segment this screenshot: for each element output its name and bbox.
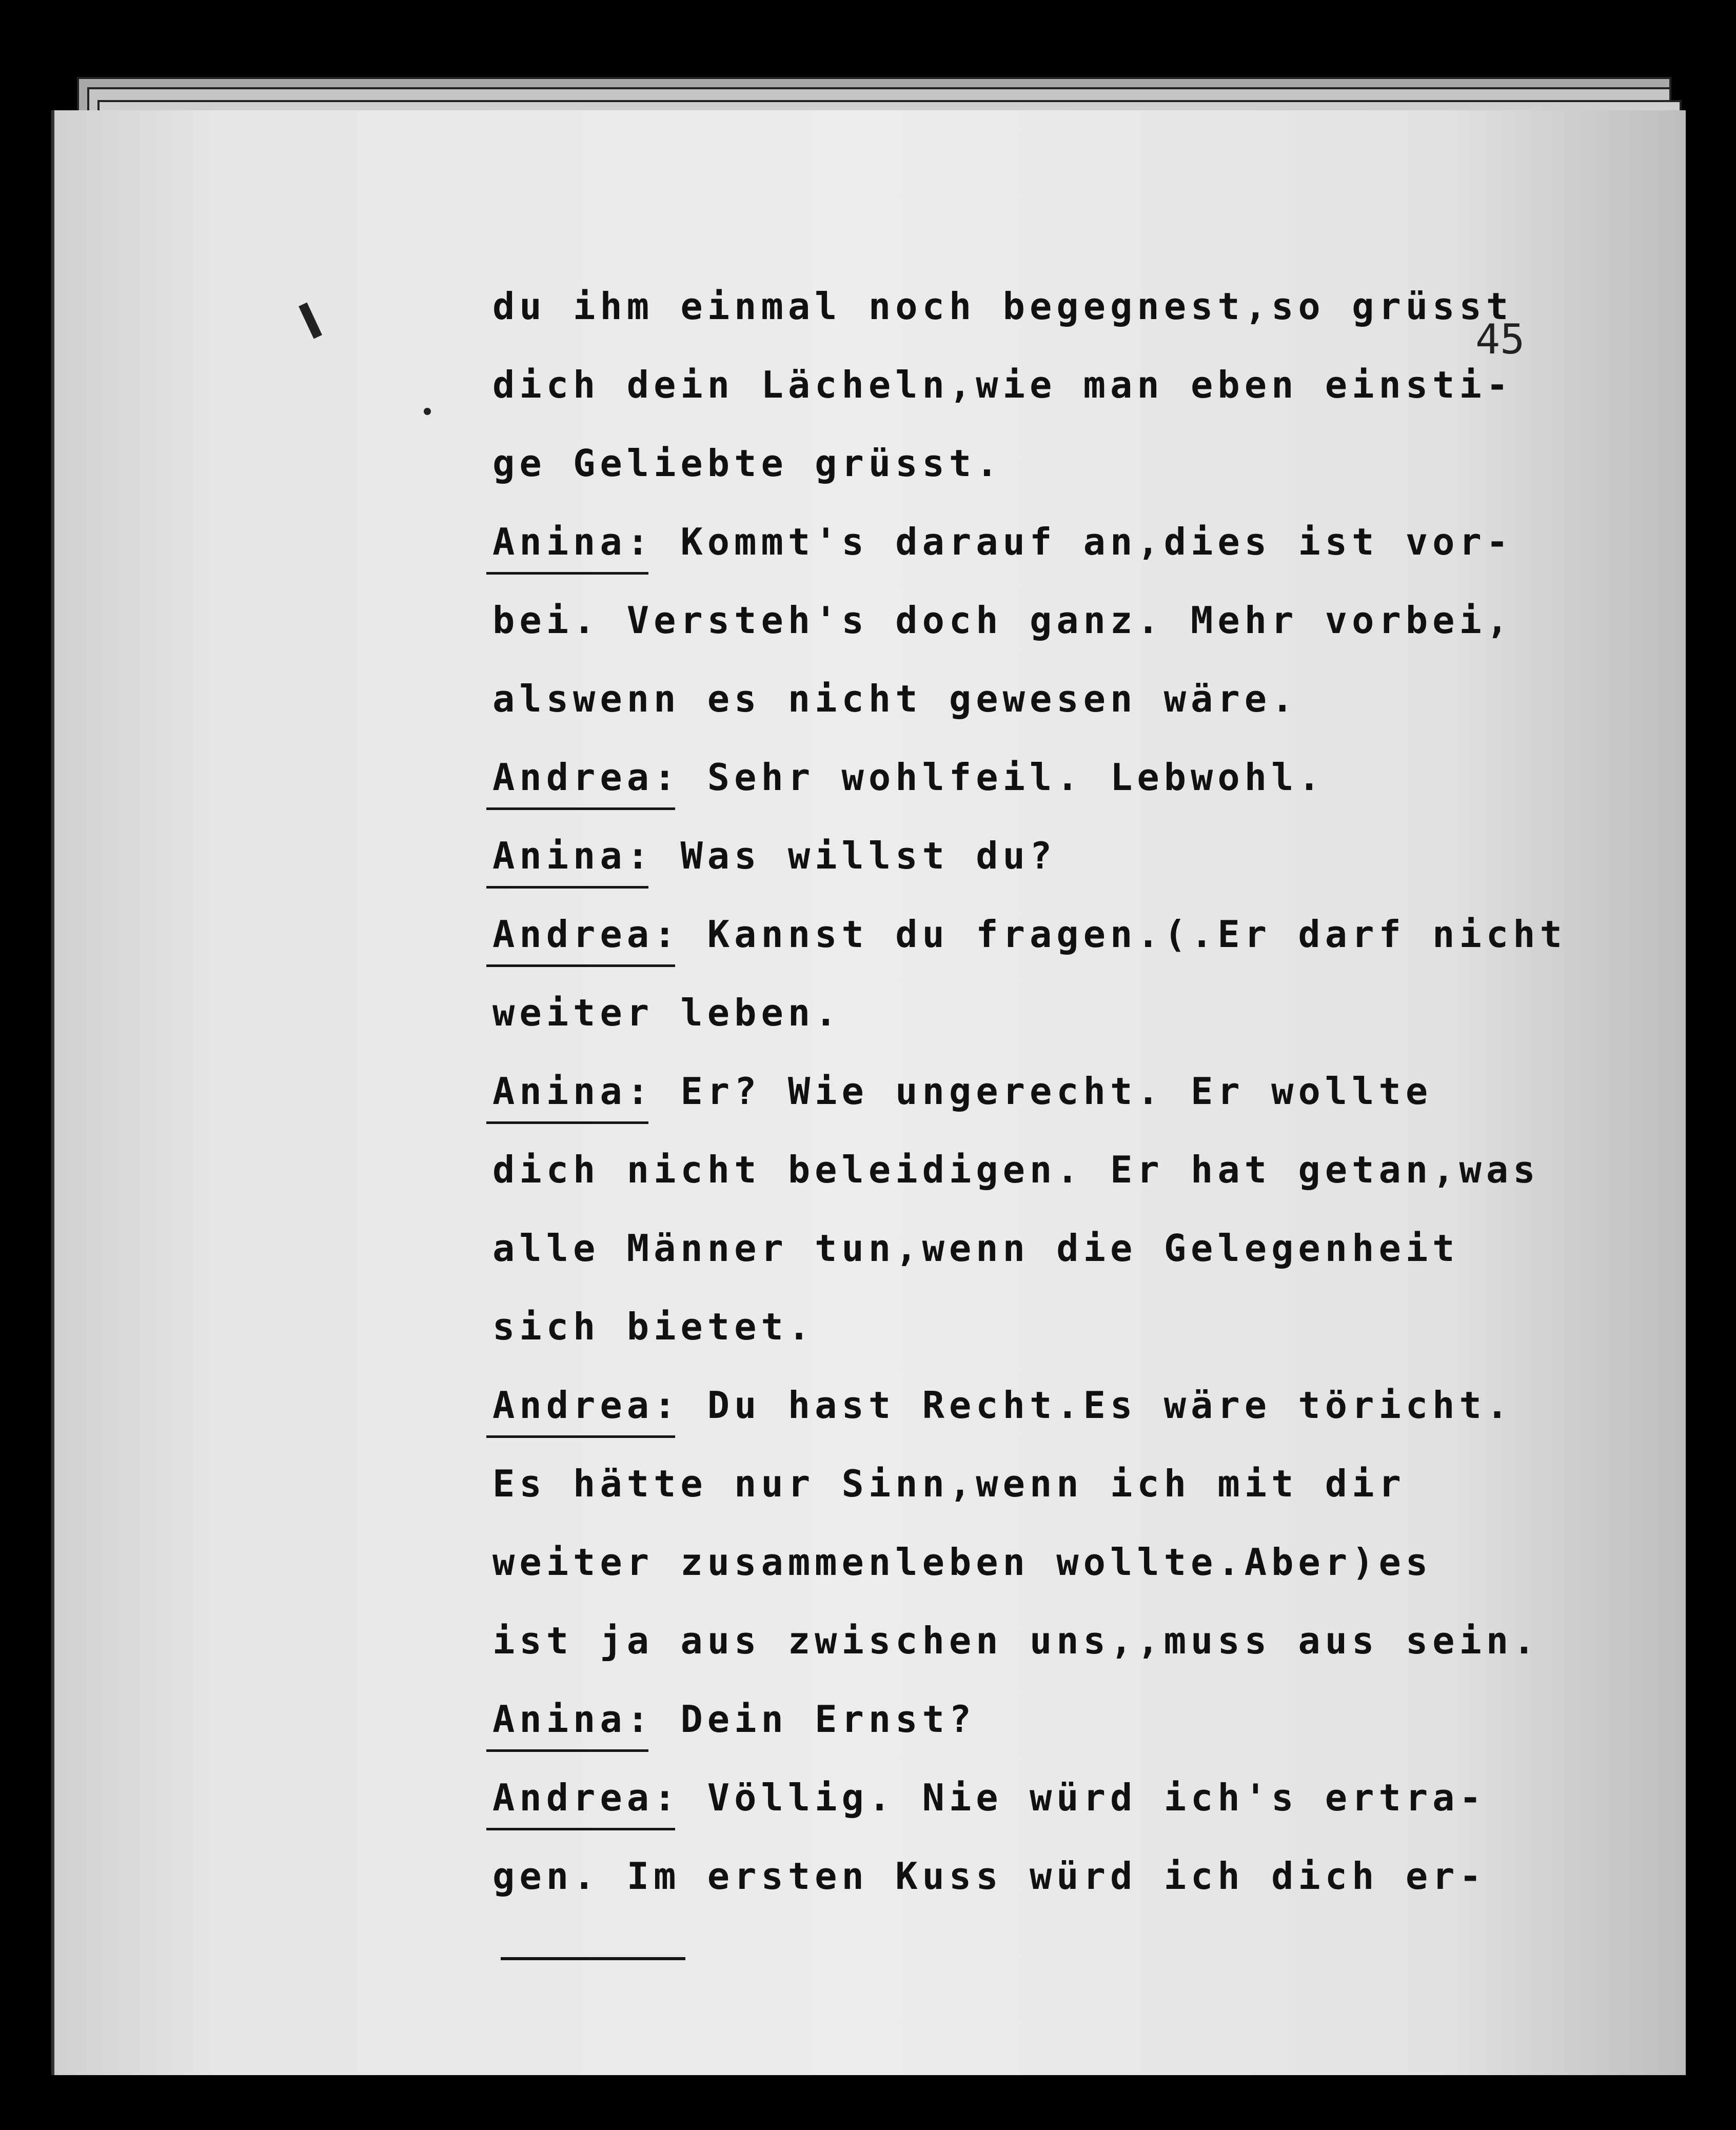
line-text: Er? Wie ungerecht. Er wollte	[654, 1070, 1433, 1113]
text-line	[492, 756, 1621, 834]
text-line	[492, 520, 1621, 599]
text-line	[492, 1541, 1621, 1619]
text-line	[492, 363, 1621, 442]
text-line	[492, 834, 1621, 913]
line-text: Was willst du?	[654, 834, 1057, 877]
pencil-mark	[299, 302, 322, 339]
text-line	[492, 1776, 1621, 1855]
line-text: dich dein Lächeln,wie man eben einsti-	[492, 363, 1513, 406]
line-text: bei. Versteh's doch ganz. Mehr vorbei,	[492, 599, 1513, 642]
line-text: ist ja aus zwischen uns,,muss aus sein.	[492, 1619, 1540, 1662]
text-line	[492, 677, 1621, 756]
text-line	[492, 1619, 1621, 1698]
speaker-label: Andrea:	[492, 1776, 681, 1819]
text-line	[492, 991, 1621, 1070]
text-line	[492, 285, 1621, 363]
line-text: dich nicht beleidigen. Er hat getan,was	[492, 1148, 1540, 1191]
line-text: Du hast Recht.Es wäre töricht.	[680, 1384, 1513, 1427]
speaker-label: Andrea:	[492, 913, 681, 956]
text-line	[492, 1070, 1621, 1148]
text-line	[492, 1384, 1621, 1462]
line-text: ge Geliebte grüsst.	[492, 442, 1003, 485]
speaker-label: Andrea:	[492, 756, 681, 799]
line-text: sich bietet.	[492, 1305, 815, 1348]
speaker-label: Anina:	[492, 834, 654, 877]
line-text: du ihm einmal noch begegnest,so grüsst	[492, 285, 1513, 328]
page-number: 45	[1475, 315, 1525, 363]
text-line	[492, 1227, 1621, 1305]
line-text: Sehr wohlfeil. Lebwohl.	[680, 756, 1325, 799]
speaker-label: Andrea:	[492, 1384, 681, 1427]
text-line	[492, 1462, 1621, 1541]
line-text: Kommt's darauf an,dies ist vor-	[654, 520, 1513, 563]
speaker-label: Anina:	[492, 1698, 654, 1741]
ink-dot	[424, 408, 431, 415]
text-line	[492, 442, 1621, 520]
line-text: Kannst du fragen.(.Er darf nicht	[680, 913, 1567, 956]
line-text: gen. Im ersten Kuss würd ich dich er-	[492, 1855, 1486, 1898]
line-text: weiter leben.	[492, 991, 842, 1034]
text-line	[492, 1305, 1621, 1384]
line-text: Dein Ernst?	[654, 1698, 976, 1741]
speaker-label: Anina:	[492, 1070, 654, 1113]
speaker-label: Anina:	[492, 520, 654, 563]
text-line	[492, 599, 1621, 677]
stray-underline	[501, 1957, 685, 1960]
text-line	[492, 1148, 1621, 1227]
line-text: alle Männer tun,wenn die Gelegenheit	[492, 1227, 1459, 1270]
text-line	[492, 913, 1621, 991]
line-text: Es hätte nur Sinn,wenn ich mit dir	[492, 1462, 1406, 1505]
typed-text-block	[492, 285, 1621, 1933]
line-text: weiter zusammenleben wollte.Aber)es	[492, 1541, 1433, 1584]
text-line	[492, 1698, 1621, 1776]
line-text: alswenn es nicht gewesen wäre.	[492, 677, 1298, 720]
text-line	[492, 1855, 1621, 1933]
line-text: Völlig. Nie würd ich's ertra-	[680, 1776, 1486, 1819]
